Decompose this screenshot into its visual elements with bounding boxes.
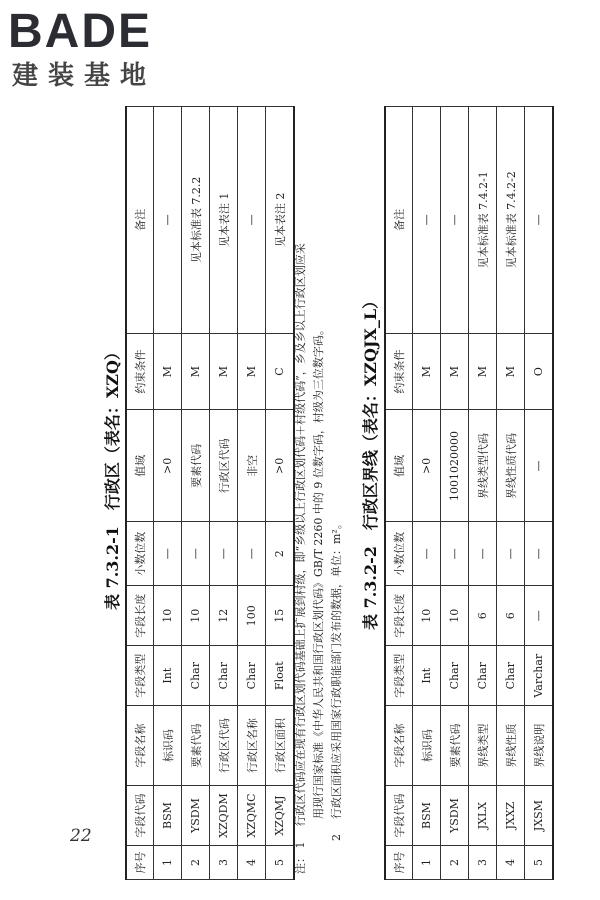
table-cell: — (154, 522, 182, 586)
table-cell: 行政区名称 (238, 706, 266, 786)
table-cell: 10 (441, 586, 469, 646)
table-cell: YSDM (441, 786, 469, 846)
table2-header-cell: 字段长度 (385, 586, 413, 646)
table1-header-cell: 备注 (126, 107, 154, 334)
table-cell: 标识码 (154, 706, 182, 786)
table-cell: 见本标准表 7.4.2-2 (497, 107, 525, 334)
note-number: 2 (330, 834, 343, 841)
table-cell: 界线类型代码 (469, 410, 497, 522)
table-cell: M (497, 333, 525, 410)
table1-header-cell: 字段代码 (126, 786, 154, 846)
table2-header-cell: 序号 (385, 846, 413, 880)
table-cell: BSM (413, 786, 441, 846)
table-cell: Char (238, 646, 266, 706)
table-cell: M (210, 333, 238, 410)
note-text: 行政区代码应在现有行政区划代码基础上扩展到村级，即“乡级以上行政区划代码＋村级代码”，乡及乡以上行政区划应采 (294, 243, 307, 827)
table-cell: 2 (182, 846, 210, 880)
table-cell: 界线性质 (497, 706, 525, 786)
table-row (413, 107, 441, 880)
table-cell: 界线说明 (525, 706, 554, 786)
table-cell: — (154, 107, 182, 334)
table-cell: XZQMC (238, 786, 266, 846)
table-cell: Char (210, 646, 238, 706)
table-cell: Char (182, 646, 210, 706)
table-cell: 界线类型 (469, 706, 497, 786)
table-cell: >0 (266, 410, 295, 522)
table2-header-cell: 字段类型 (385, 646, 413, 706)
table-cell: 3 (210, 846, 238, 880)
table-row (238, 107, 266, 880)
table-cell: Float (266, 646, 295, 706)
table-cell: 10 (413, 586, 441, 646)
table-cell: — (497, 522, 525, 586)
table-cell: M (182, 333, 210, 410)
page-number: 22 (70, 826, 92, 846)
table-cell: >0 (154, 410, 182, 522)
table1-header-cell: 字段类型 (126, 646, 154, 706)
table2-header-row (385, 107, 413, 880)
table2-header-cell: 小数位数 (385, 522, 413, 586)
table-cell: — (182, 522, 210, 586)
table1-header-cell: 约束条件 (126, 333, 154, 410)
table-cell: 行政区代码 (210, 410, 238, 522)
table-cell: Char (441, 646, 469, 706)
table-cell: — (525, 586, 554, 646)
table-cell: XZQMJ (266, 786, 295, 846)
table-cell: Char (469, 646, 497, 706)
note-1 (292, 243, 310, 874)
table1 (125, 106, 295, 880)
table1-caption: 表 7.3.2-1 行政区（表名：XZQ） (103, 344, 122, 610)
note-text: 行政区面积应采用国家行政职能部门发布的数据，单位：m²。 (330, 518, 343, 819)
table-row (154, 107, 182, 880)
table1-header-row (126, 107, 154, 880)
table-cell: M (441, 333, 469, 410)
table-cell: BSM (154, 786, 182, 846)
table1-notes (292, 243, 346, 874)
table-cell: JXLX (469, 786, 497, 846)
table-cell: Char (497, 646, 525, 706)
table-cell: O (525, 333, 554, 410)
note-text: 用现行国家标准《中华人民共和国行政区划代码》GB/T 2260 中的 9 位数字码，村级为三位数字码。 (312, 324, 325, 819)
table-cell: 10 (154, 586, 182, 646)
table-cell: 10 (182, 586, 210, 646)
table-cell: 见本表注 2 (266, 107, 295, 334)
table-cell: 15 (266, 586, 295, 646)
table-cell: 6 (469, 586, 497, 646)
table-cell: 2 (441, 846, 469, 880)
table2-header-cell: 约束条件 (385, 333, 413, 410)
table-cell: M (154, 333, 182, 410)
logo-brand-text: BADE (8, 5, 153, 58)
table-cell: — (525, 522, 554, 586)
table-cell: JXXZ (497, 786, 525, 846)
table-cell: 2 (266, 522, 295, 586)
table2-header-cell: 字段代码 (385, 786, 413, 846)
table1-header-cell: 字段长度 (126, 586, 154, 646)
table-cell: 1001020000 (441, 410, 469, 522)
table1-header-cell: 字段名称 (126, 706, 154, 786)
table-cell: — (238, 522, 266, 586)
table-cell: M (413, 333, 441, 410)
table2-header-cell: 备注 (385, 107, 413, 334)
table-cell: 非空 (238, 410, 266, 522)
table-cell: M (469, 333, 497, 410)
table-row (182, 107, 210, 880)
table-row (266, 107, 295, 880)
table-cell: — (238, 107, 266, 334)
table-cell: 行政区代码 (210, 706, 238, 786)
table-cell: 要素代码 (441, 706, 469, 786)
table-cell: — (441, 522, 469, 586)
table-cell: 1 (154, 846, 182, 880)
table-cell: 4 (238, 846, 266, 880)
table1-header-cell: 小数位数 (126, 522, 154, 586)
table-cell: Int (154, 646, 182, 706)
table-cell: 要素代码 (182, 410, 210, 522)
table-row (497, 107, 525, 880)
table-cell: — (441, 107, 469, 334)
table-cell: — (469, 522, 497, 586)
table1-header-cell: 值域 (126, 410, 154, 522)
table-cell: C (266, 333, 295, 410)
note-2 (328, 243, 346, 874)
table-cell: — (210, 522, 238, 586)
table-cell: — (413, 107, 441, 334)
note-1-continued (310, 243, 328, 874)
table-cell: — (413, 522, 441, 586)
note-prefix: 注： (294, 852, 307, 874)
table-cell: 3 (469, 846, 497, 880)
table-cell: — (525, 410, 554, 522)
table-cell: 行政区面积 (266, 706, 295, 786)
table-cell: 见本标准表 7.2.2 (182, 107, 210, 334)
table2-header-cell: 值域 (385, 410, 413, 522)
table-cell: 标识码 (413, 706, 441, 786)
table-cell: JXSM (525, 786, 554, 846)
table2 (384, 106, 554, 880)
table-cell: XZQDM (210, 786, 238, 846)
table-row (441, 107, 469, 880)
rotated-page-content (40, 80, 580, 880)
table-cell: 界线性质代码 (497, 410, 525, 522)
table-cell: Varchar (525, 646, 554, 706)
table-cell: 见本标准表 7.4.2-1 (469, 107, 497, 334)
table-cell: M (238, 333, 266, 410)
table-cell: 100 (238, 586, 266, 646)
logo-subtitle: 建装基地 (12, 61, 157, 91)
table-row (210, 107, 238, 880)
table-cell: Int (413, 646, 441, 706)
table-cell: 4 (497, 846, 525, 880)
table-row (469, 107, 497, 880)
table-cell: 12 (210, 586, 238, 646)
note-number: 1 (294, 841, 307, 849)
table1-header-cell: 序号 (126, 846, 154, 880)
table2-caption: 表 7.3.2-2 行政区界线（表名：XZQJX_L） (361, 292, 380, 630)
table-cell: >0 (413, 410, 441, 522)
table-cell: YSDM (182, 786, 210, 846)
table-cell: — (525, 107, 554, 334)
table-cell: 要素代码 (182, 706, 210, 786)
table-cell: 5 (525, 846, 554, 880)
table-cell: 5 (266, 846, 295, 880)
table-row (525, 107, 554, 880)
table-cell: 见本表注 1 (210, 107, 238, 334)
table-cell: 6 (497, 586, 525, 646)
table-cell: 1 (413, 846, 441, 880)
table2-header-cell: 字段名称 (385, 706, 413, 786)
